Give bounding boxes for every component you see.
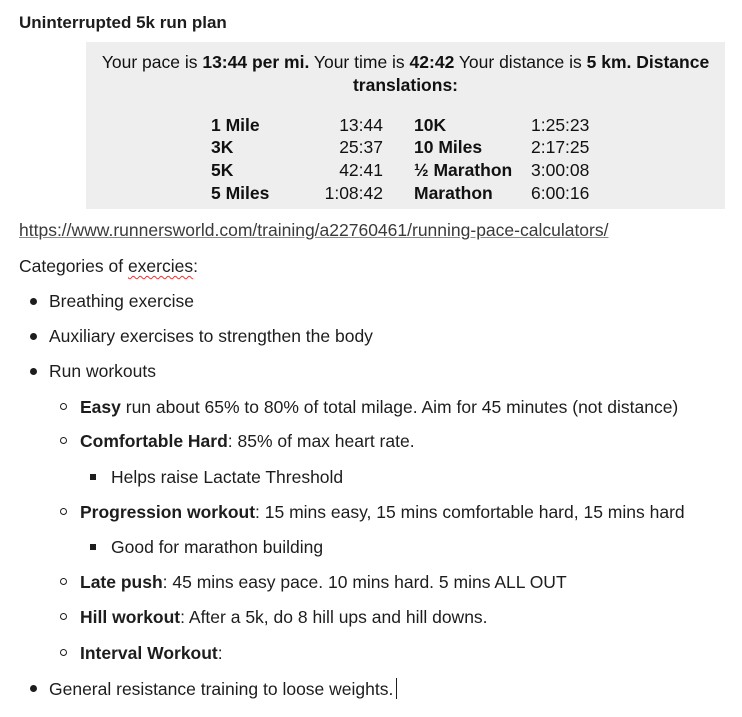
bullet-dot-icon (30, 685, 37, 692)
bullet-circle-icon (60, 649, 67, 656)
time-value: 42:42 (409, 52, 455, 72)
pace-intro-text: Your pace is 13:44 per mi. Your time is 42:42 Your distance is 5 km. Distance translations: (101, 52, 710, 95)
bullet-circle-icon (60, 613, 67, 620)
table-row: 1 Mile 13:44 10K 1:25:23 (211, 115, 590, 135)
page-title: Uninterrupted 5k run plan (19, 13, 227, 32)
list-item-auxiliary: Auxiliary exercises to strengthen the body (49, 326, 373, 347)
list-item-late-push: Late push: 45 mins easy pace. 10 mins hard. 5 mins ALL OUT (80, 572, 567, 593)
bullet-circle-icon (60, 578, 67, 585)
list-item-progression: Progression workout: 15 mins easy, 15 mins comfortable hard, 15 mins hard (80, 502, 685, 523)
list-item-hill-workout: Hill workout: After a 5k, do 8 hill ups and hill downs. (80, 607, 488, 628)
distance-value: 5 km. (586, 52, 632, 72)
bullet-circle-icon (60, 403, 67, 410)
list-item-run-workouts: Run workouts (49, 361, 156, 382)
pace-value: 13:44 per mi. (202, 52, 310, 72)
list-item-easy: Easy run about 65% to 80% of total milage. Aim for 45 minutes (not distance) (80, 397, 678, 418)
bullet-circle-icon (60, 437, 67, 444)
bullet-dot-icon (30, 298, 37, 305)
list-item-lactate: Helps raise Lactate Threshold (111, 467, 343, 488)
bullet-dot-icon (30, 333, 37, 340)
list-item-resistance[interactable]: General resistance training to loose weights. (49, 678, 397, 700)
table-row: 5 Miles 1:08:42 Marathon 6:00:16 (211, 183, 590, 203)
bullet-dot-icon (30, 368, 37, 375)
pace-summary-box (86, 42, 725, 209)
list-item-marathon-building: Good for marathon building (111, 537, 323, 558)
list-item-interval-workout: Interval Workout: (80, 643, 223, 664)
categories-heading: Categories of exercies: (19, 256, 198, 276)
text-cursor (396, 678, 397, 699)
table-row: 5K 42:41 ½ Marathon 3:00:08 (211, 160, 590, 180)
bullet-square-icon (90, 544, 96, 550)
bullet-square-icon (90, 474, 96, 480)
list-item-breathing: Breathing exercise (49, 291, 194, 312)
pace-calculator-link[interactable]: https://www.runnersworld.com/training/a22760461/running-pace-calculators/ (19, 220, 609, 240)
table-row: 3K 25:37 10 Miles 2:17:25 (211, 137, 590, 157)
misspelled-word: exercies (127, 256, 194, 276)
bullet-circle-icon (60, 508, 67, 515)
list-item-comfortable-hard: Comfortable Hard: 85% of max heart rate. (80, 431, 415, 452)
